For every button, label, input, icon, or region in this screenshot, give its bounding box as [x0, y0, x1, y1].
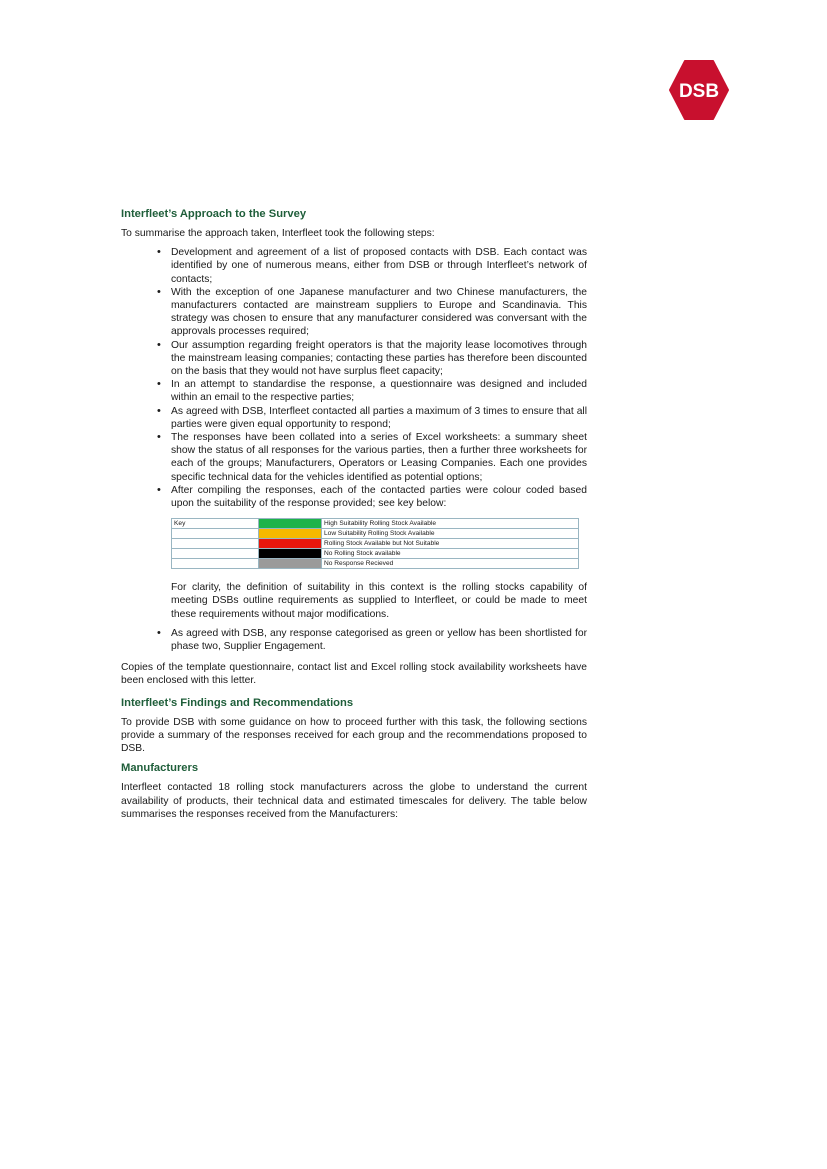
key-row — [172, 559, 579, 569]
key-label: Key — [172, 519, 259, 529]
clarity-paragraph: For clarity, the definition of suitability in this context is the rolling stocks capability of meeting DSBs outline requirements as supplied to Interfleet, or could be made to meet these requirements without major modifications. — [171, 582, 587, 620]
manufacturers-paragraph: Interfleet contacted 18 rolling stock manufacturers across the globe to understand the current availability of products, their technical data and estimated timescales for delivery. The table below summarises the responses received from the Manufacturers: — [121, 782, 587, 820]
list-item: • Our assumption regarding freight operators is that the majority lease locomotives through the mainstream leasing companies; contacting these parties has therefore been discounted on the basis that they would not have surplus fleet capacity; — [171, 339, 587, 379]
shortlist-list — [121, 627, 587, 653]
copies-paragraph: Copies of the template questionnaire, contact list and Excel rolling stock availability worksheets have been enclosed with this letter. — [121, 662, 587, 687]
key-description: High Suitability Rolling Stock Available — [322, 519, 579, 529]
dsb-logo-text: DSB — [678, 81, 720, 102]
list-item: • In an attempt to standardise the response, a questionnaire was designed and included within an email to the respective parties; — [171, 378, 587, 404]
key-label-empty — [172, 529, 259, 539]
manufacturers-heading: Manufacturers — [121, 762, 199, 775]
findings-heading: Interfleet’s Findings and Recommendations — [121, 696, 354, 709]
approach-intro: To summarise the approach taken, Interfleet took the following steps: — [121, 228, 435, 239]
list-item: • As agreed with DSB, any response categorised as green or yellow has been shortlisted for phase two, Supplier Engagement. — [171, 627, 587, 653]
findings-paragraph: To provide DSB with some guidance on how to proceed further with this task, the following sections provide a summary of the responses received for each group and the recommendations proposed to DSB. — [121, 716, 587, 755]
key-swatch-yellow — [259, 529, 322, 539]
key-row — [172, 519, 579, 529]
key-description: Low Suitability Rolling Stock Available — [322, 529, 579, 539]
key-swatch-red — [259, 539, 322, 549]
key-row — [172, 539, 579, 549]
list-item: • With the exception of one Japanese manufacturer and two Chinese manufacturers, the manufacturers contacted are mainstream suppliers to Europe and Scandinavia. This strategy was chosen to ensure that any manufacturer considered was conversant with the approvals processes required; — [171, 286, 587, 339]
key-description: No Response Recieved — [322, 559, 579, 569]
key-swatch-green — [259, 519, 322, 529]
list-item: • As agreed with DSB, Interfleet contacted all parties a maximum of 3 times to ensure that all parties were given equal opportunity to respond; — [171, 405, 587, 431]
key-description: Rolling Stock Available but Not Suitable — [322, 539, 579, 549]
key-label-empty — [172, 559, 259, 569]
key-swatch-black — [259, 549, 322, 559]
approach-steps-list — [121, 246, 587, 510]
key-label-empty — [172, 539, 259, 549]
key-row — [172, 529, 579, 539]
approach-heading: Interfleet’s Approach to the Survey — [121, 208, 307, 220]
list-item: • After compiling the responses, each of the contacted parties were colour coded based upon the suitability of the response provided; see key below: — [171, 484, 587, 510]
key-description: No Rolling Stock available — [322, 549, 579, 559]
key-row — [172, 549, 579, 559]
key-label-empty — [172, 549, 259, 559]
letter-body — [121, 207, 587, 827]
suitability-key-table — [171, 518, 579, 569]
list-item: • The responses have been collated into a series of Excel worksheets: a summary sheet show the status of all responses for the various parties, then a further three worksheets for each of the groups; Manufacturers, Operators or Leasing Companies. Each one provides specific technical data for the vehicles identified as potential options; — [171, 431, 587, 484]
list-item: • Development and agreement of a list of proposed contacts with DSB. Each contact was identified by one of numerous means, either from DSB or through Interfleet’s network of contacts; — [171, 246, 587, 286]
key-swatch-grey — [259, 559, 322, 569]
dsb-logo — [668, 59, 730, 121]
